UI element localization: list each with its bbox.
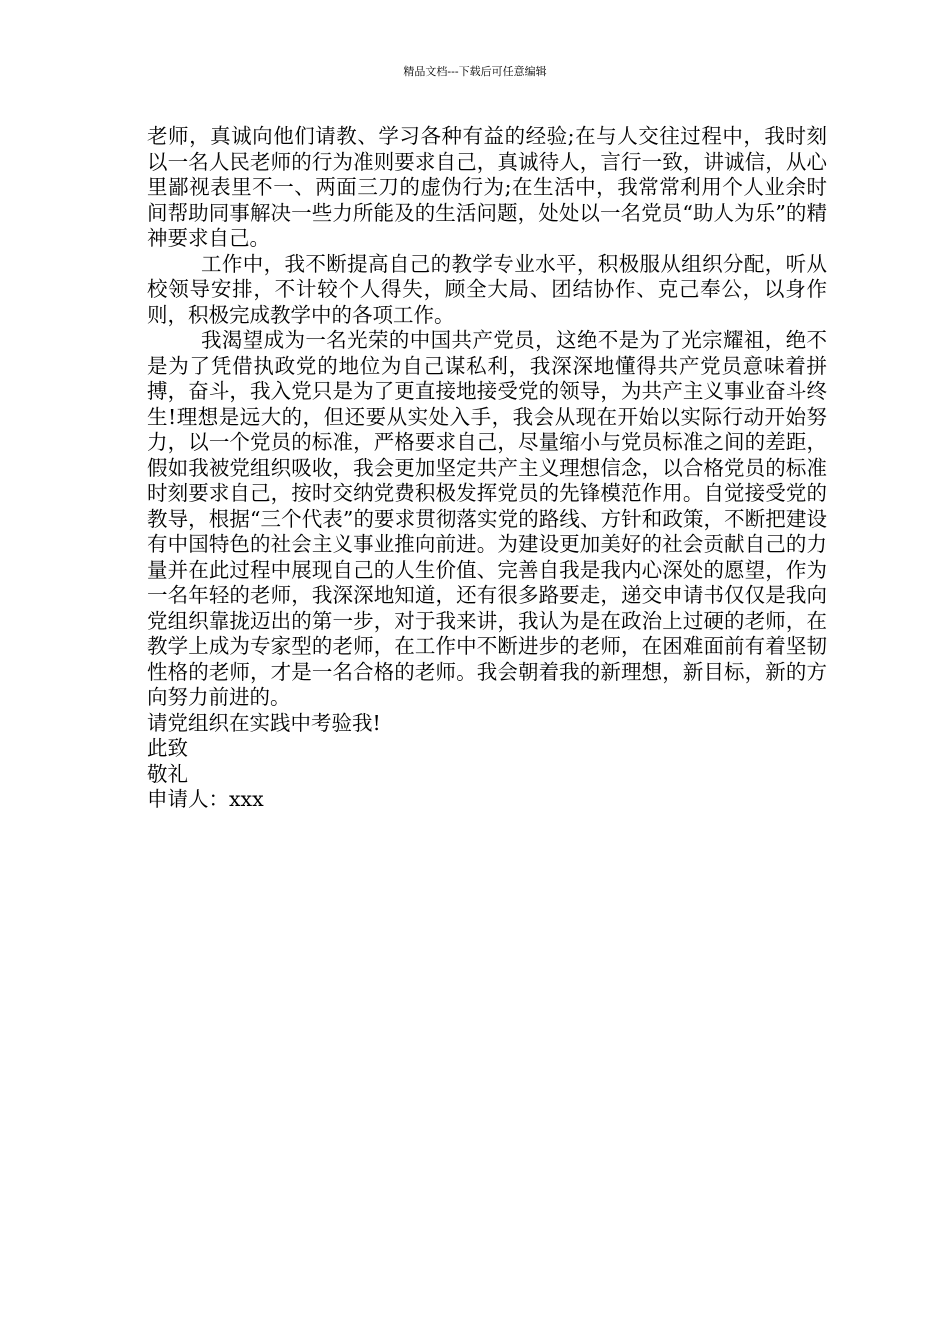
applicant-signature: 申请人：xxx bbox=[147, 787, 264, 811]
closing-salutation: 此致 bbox=[147, 736, 188, 760]
closing-regards: 敬礼 bbox=[147, 761, 188, 786]
paragraph-work: 工作中，我不断提高自己的教学专业水平，积极服从组织分配，听从校领导安排，不计较个人得失，顾全大局、团结协作、克己奉公，以身作则，积极完成教学中的各项工作。 bbox=[147, 251, 827, 327]
closing-request: 请党组织在实践中考验我! bbox=[147, 710, 381, 735]
paragraph-aspiration: 我渴望成为一名光荣的中国共产党员，这绝不是为了光宗耀祖，绝不是为了凭借执政党的地位为自己谋私利，我深深地懂得共产党员意味着拼搏，奋斗，我入党只是为了更直接地接受党的领导，为共产主义事业奋斗终生!理想是远大的，但还要从实处入手，我会从现在开始以实际行动开始努力，以一个党员的标准，严格要求自己，尽量缩小与党员标准之间的差距，假如我被党组织吸收，我会更加坚定共产主义理想信念，以合格党员的标准时刻要求自己，按时交纳党费积极发挥党员的先锋模范作用。自觉接受党的教导，根据“三个代表”的要求贯彻落实党的路线、方针和政策，不断把建设有中国特色的社会主义事业推向前进。为建设更加美好的社会贡献自己的力量并在此过程中展现自己的人生价值、完善自我是我内心深处的愿望，作为一名年轻的老师，我深深地知道，还有很多路要走，递交申请书仅仅是我向党组织靠拢迈出的第一步，对于我来讲，我认为是在政治上过硬的老师，在教学上成为专家型的老师，在工作中不断进步的老师，在困难面前有着坚韧性格的老师，才是一名合格的老师。我会朝着我的新理想，新目标，新的方向努力前进的。 bbox=[147, 328, 827, 709]
page-header: 精品文档---下载后可任意编辑 bbox=[403, 65, 547, 78]
document-body bbox=[147, 124, 827, 813]
paragraph-continuation: 老师，真诚向他们请教、学习各种有益的经验;在与人交往过程中，我时刻以一名人民老师的行为准则要求自己，真诚待人，言行一致，讲诚信，从心里鄙视表里不一、两面三刀的虚伪行为;在生活中，我常常利用个人业余时间帮助同事解决一些力所能及的生活问题，处处以一名党员“助人为乐”的精神要求自己。 bbox=[147, 124, 827, 250]
